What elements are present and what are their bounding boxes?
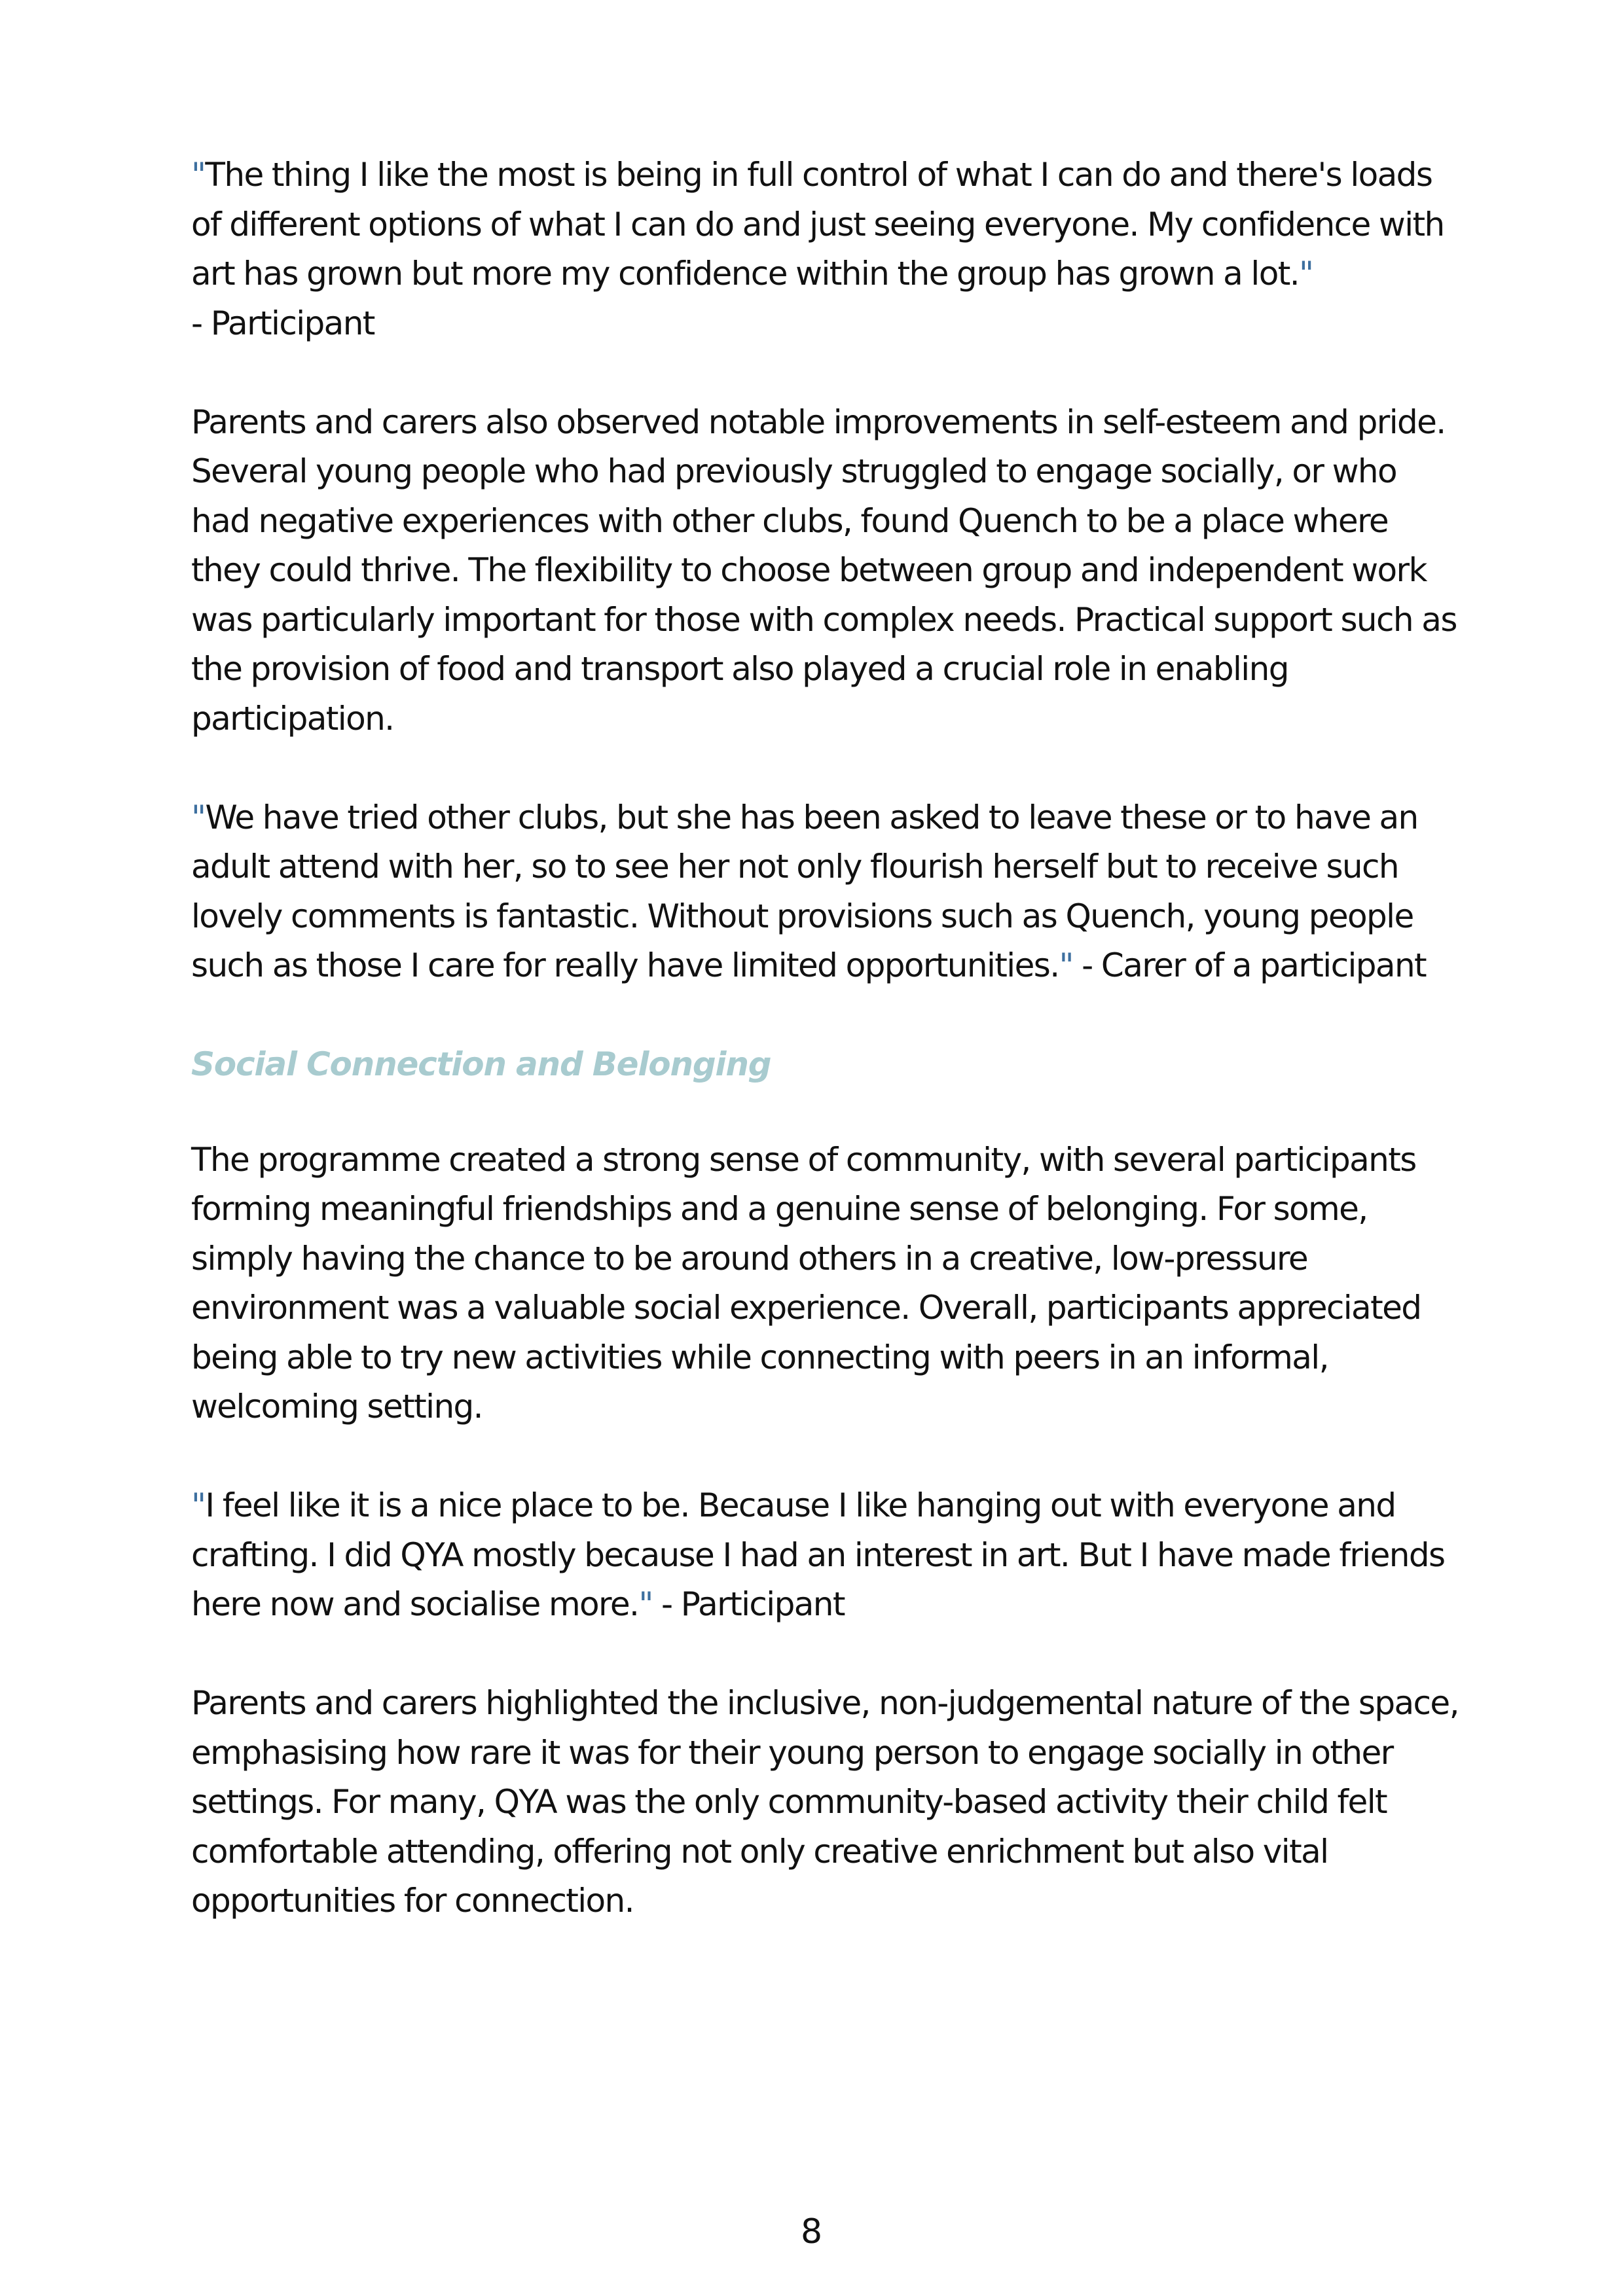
close-quote-mark: " bbox=[638, 1585, 653, 1623]
paragraph-community: The programme created a strong sense of community, with several participants forming meaningful friendships and a genuine sense of belonging. For some, simply having the chance to be around others in a creative, low-pressure environment was a valuable social experience. Overall, participants appreciated being able to try new activities while connecting with peers in an informal, welcoming setting. bbox=[191, 1140, 1421, 1426]
close-quote-mark: " bbox=[1059, 946, 1073, 984]
open-quote-mark: " bbox=[191, 156, 206, 194]
quote-attribution: - Carer of a participant bbox=[1072, 946, 1427, 984]
carer-quote-other-clubs bbox=[191, 793, 1461, 991]
quote-attribution: - Participant bbox=[652, 1585, 845, 1623]
paragraph-inclusive-space: Parents and carers highlighted the inclusive, non-judgemental nature of the space, emphasising how rare it was for their young person to engage socially in other settings. For many, QYA was the only community-based activity their child felt comfortable attending, offering not only creative enrichment but also vital opportunities for connection. bbox=[191, 1684, 1459, 1920]
section-heading: Social Connection and Belonging bbox=[191, 1045, 771, 1083]
open-quote-mark: " bbox=[191, 1486, 206, 1524]
quote-attribution: - Participant bbox=[191, 304, 374, 342]
open-quote-mark: " bbox=[191, 798, 206, 836]
page-content bbox=[191, 151, 1461, 1975]
close-quote-mark: " bbox=[1299, 255, 1313, 293]
participant-quote-nice-place bbox=[191, 1481, 1461, 1630]
quote-text: The thing I like the most is being in full control of what I can do and there's loads of different options of what I can do and just seeing everyone. My confidence with art has grown but more my confidence within the group has grown a lot. bbox=[191, 156, 1444, 293]
paragraph-self-esteem: Parents and carers also observed notable improvements in self-esteem and pride. Several young people who had previously struggled to engage socially, or who had negative experiences with other clubs, found Quench to be a place where they could thrive. The flexibility to choose between group and independent work was particularly important for those with complex needs. Practical support such as the provision of food and transport also played a crucial role in enabling participation. bbox=[191, 403, 1457, 738]
page-number: 8 bbox=[800, 2212, 823, 2251]
quote-text: We have tried other clubs, but she has been asked to leave these or to have an adult attend with her, so to see her not only flourish herself but to receive such lovely comments is fantastic. Without provisions such as Quench, young people such as those I care for really have limited opportunities. bbox=[191, 798, 1418, 984]
participant-quote-confidence bbox=[191, 151, 1461, 348]
quote-text: I feel like it is a nice place to be. Because I like hanging out with everyone and crafting. I did QYA mostly because I had an interest in art. But I have made friends here now and socialise more. bbox=[191, 1486, 1445, 1623]
